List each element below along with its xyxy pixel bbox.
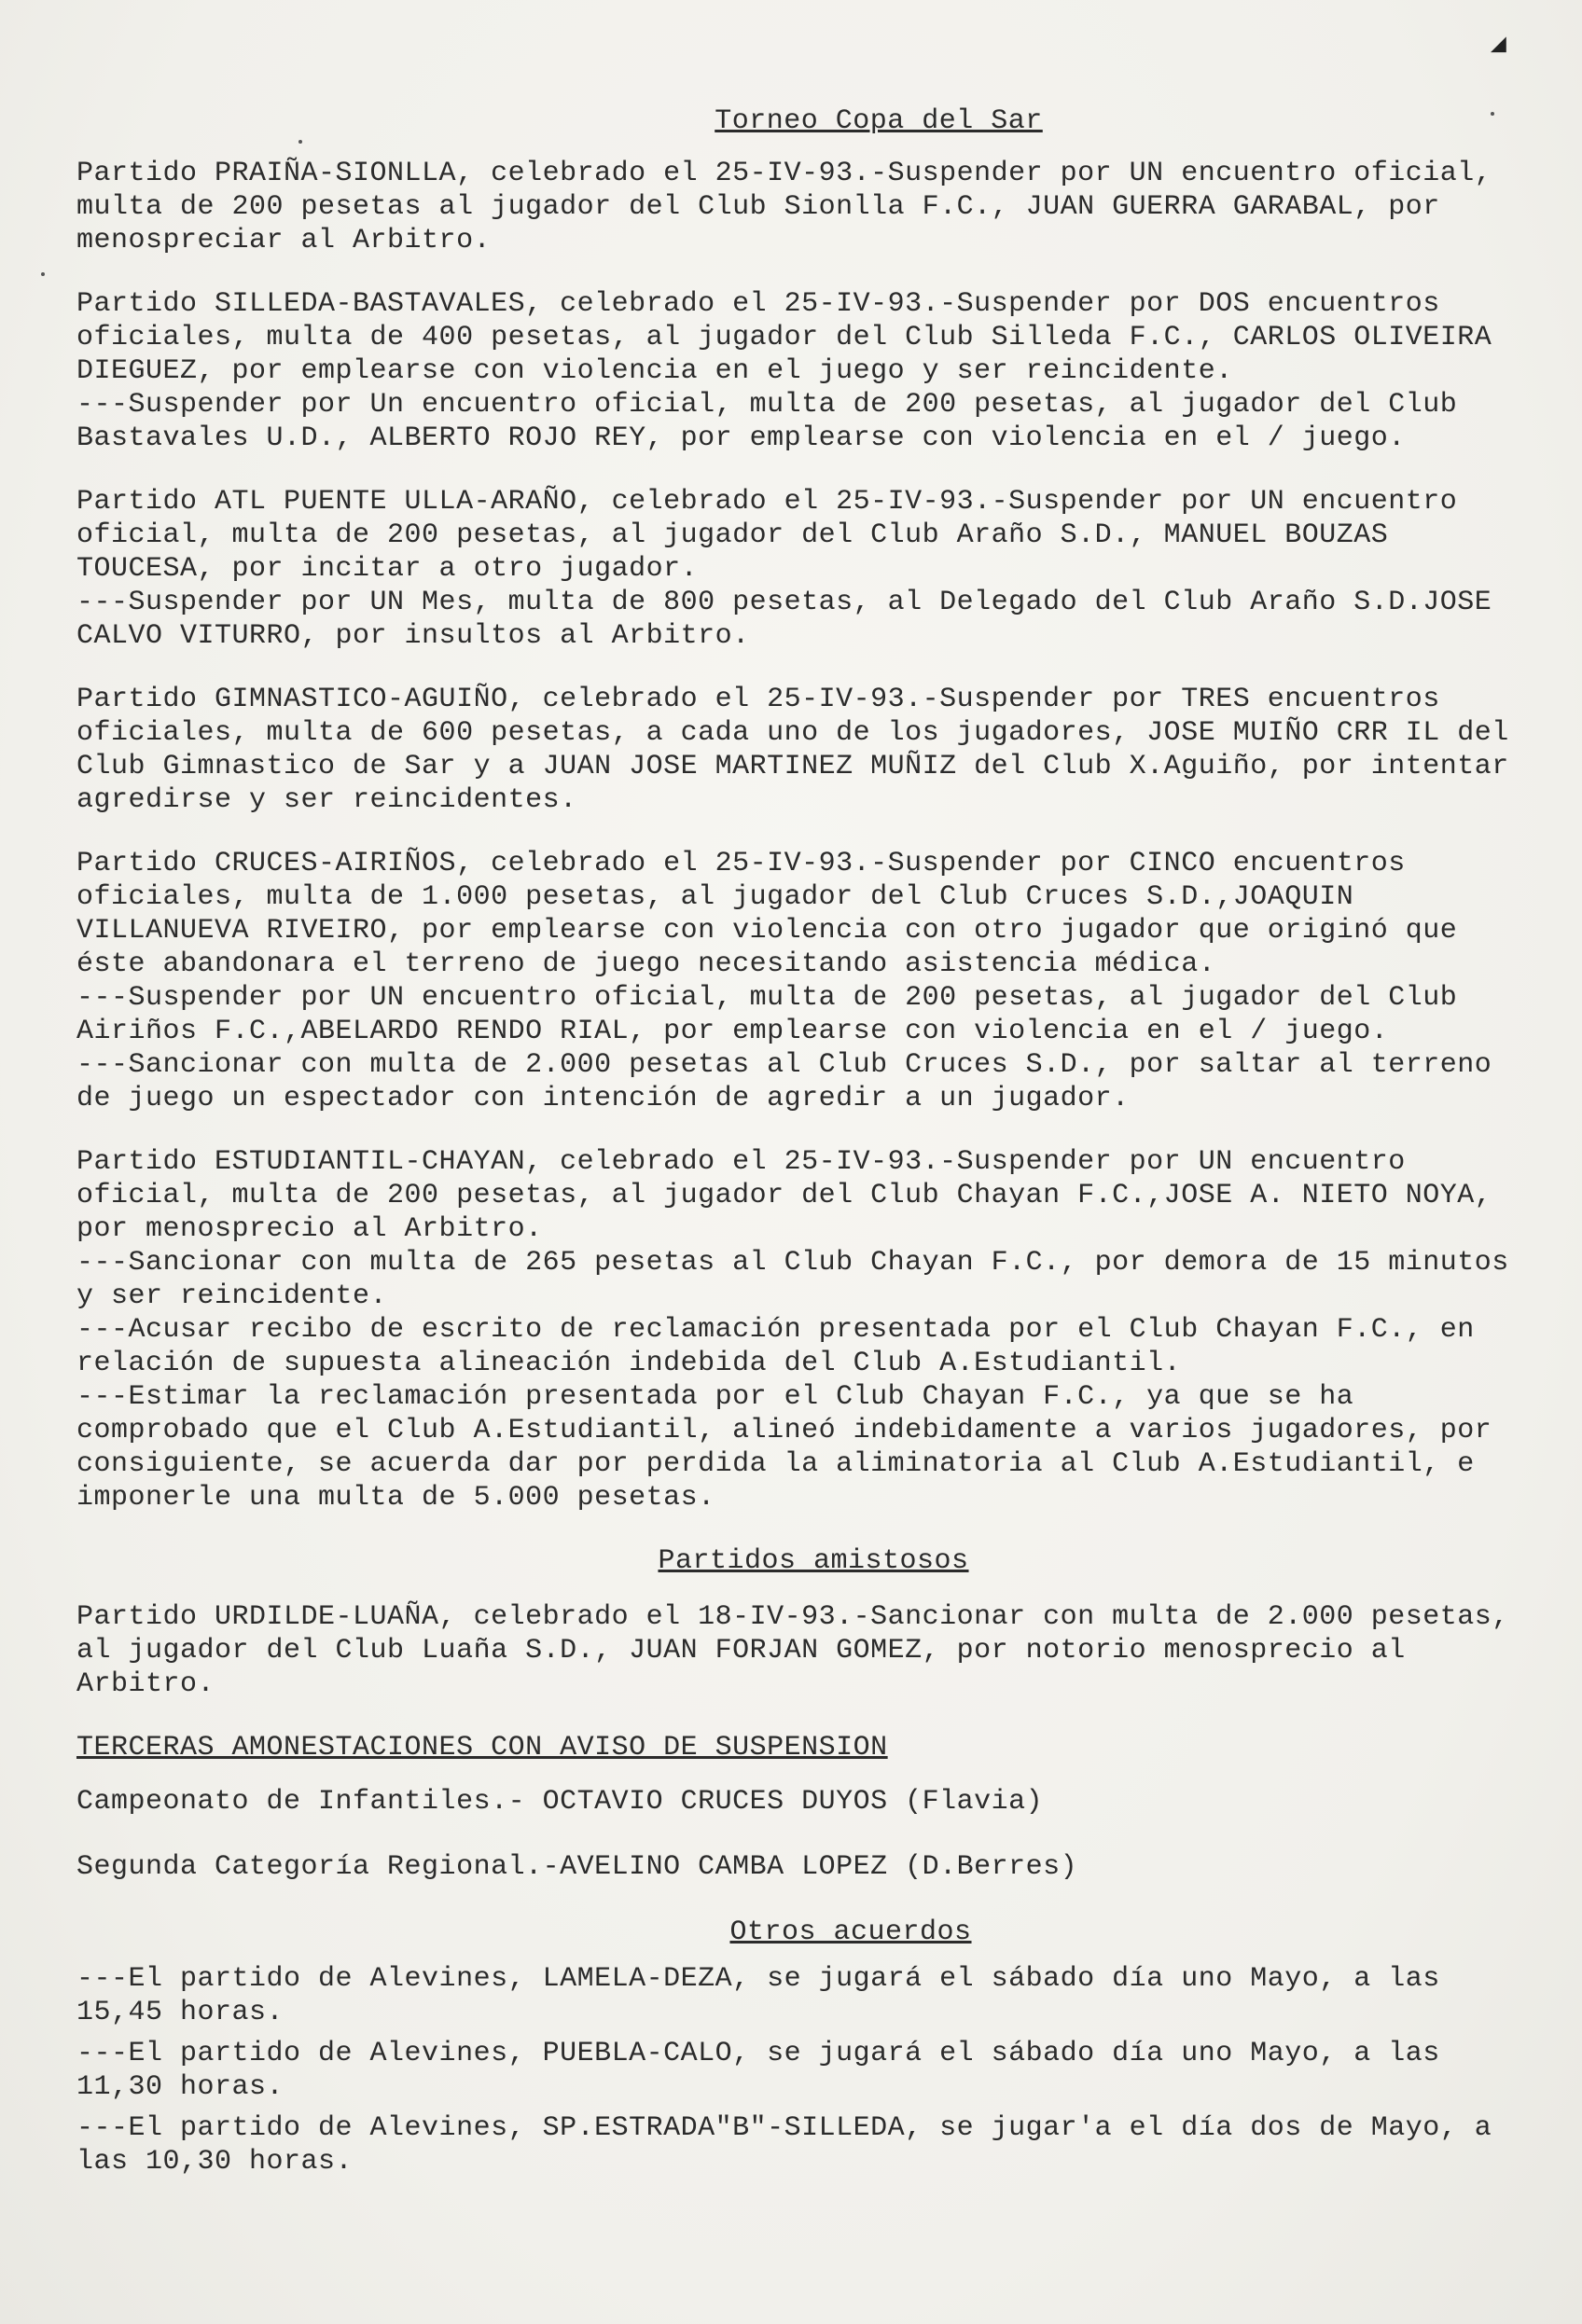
other-note: ---El partido de Alevines, SP.ESTRADA"B"-SILLEDA, se jugar'a el día dos de Mayo, a las 10,30 horas. — [76, 2112, 1492, 2178]
other-note: ---El partido de Alevines, LAMELA-DEZA, se jugará el sábado día uno Mayo, a las 15,45 horas. — [76, 1963, 1440, 2028]
match-paragraph: ---Suspender por UN Mes, multa de 800 pesetas, al Delegado del Club Araño S.D.JOSE CALVO VITURRO, por insultos al Arbitro. — [76, 587, 1492, 652]
other-heading: Otros acuerdos — [729, 1916, 972, 1948]
friendly-heading: Partidos amistosos — [658, 1545, 969, 1577]
match-paragraph: Partido ESTUDIANTIL-CHAYAN, celebrado el 25-IV-93.-Suspender por UN encuentro oficial, multa de 200 pesetas, al jugador del Club Chayan F.C.,JOSE A. NIETO NOYA, por menosprecio al Arbitro. — [76, 1146, 1492, 1245]
match-block — [76, 683, 1513, 817]
match-paragraph: Partido GIMNASTICO-AGUIÑO, celebrado el 25-IV-93.-Suspender por TRES encuentros oficiales, multa de 600 pesetas, a cada uno de los jugadores, JOSE MUIÑO CRR IL del Club Gimnastico de Sar y a JUAN JOSE MARTINEZ MUÑIZ del Club X.Aguiño, por intentar agredirse y ser reincidentes. — [76, 684, 1509, 816]
corner-mark: ◢ — [1491, 31, 1506, 60]
warning-line: Segunda Categoría Regional.-AVELINO CAMBA LOPEZ (D.Berres) — [76, 1851, 1078, 1883]
document-body — [76, 104, 1513, 2186]
match-block — [76, 485, 1513, 653]
match-paragraph: ---Suspender por Un encuentro oficial, multa de 200 pesetas, al jugador del Club Bastavales U.D., ALBERTO ROJO REY, por emplearse con violencia en el / juego. — [76, 389, 1458, 454]
paper-speck — [41, 272, 45, 276]
match-paragraph: Partido SILLEDA-BASTAVALES, celebrado el 25-IV-93.-Suspender por DOS encuentros oficiales, multa de 400 pesetas, al jugador del Club Silleda F.C., CARLOS OLIVEIRA DIEGUEZ, por emplearse con violencia en el juego y ser reincidente. — [76, 288, 1492, 387]
match-paragraph: Partido PRAIÑA-SIONLLA, celebrado el 25-IV-93.-Suspender por UN encuentro oficial, multa de 200 pesetas al jugador del Club Sionlla F.C., JUAN GUERRA GARABAL, por menospreciar al Arbitro. — [76, 158, 1492, 256]
other-notes — [76, 1962, 1513, 2179]
friendly-paragraph: Partido URDILDE-LUAÑA, celebrado el 18-IV-93.-Sancionar con multa de 2.000 pesetas, al jugador del Club Luaña S.D., JUAN FORJAN GOMEZ, por notorio menosprecio al Arbitro. — [76, 1601, 1509, 1700]
match-paragraph: ---Acusar recibo de escrito de reclamación presentada por el Club Chayan F.C., en relación de supuesta alineación indebida del Club A.Estudiantil. — [76, 1314, 1475, 1379]
match-block — [76, 1145, 1513, 1515]
document-title: Torneo Copa del Sar — [715, 105, 1043, 137]
match-paragraph: Partido ATL PUENTE ULLA-ARAÑO, celebrado el 25-IV-93.-Suspender por UN encuentro oficial, multa de 200 pesetas, al jugador del Club Araño S.D., MANUEL BOUZAS TOUCESA, por incitar a otro jugador. — [76, 486, 1458, 585]
match-paragraph: Partido CRUCES-AIRIÑOS, celebrado el 25-IV-93.-Suspender por CINCO encuentros oficiales, multa de 1.000 pesetas, al jugador del Club Cruces S.D.,JOAQUIN VILLANUEVA RIVEIRO, por emplearse con violencia con otro jugador que originó que éste abandonara el terreno de juego necesitando asistencia médica. — [76, 848, 1458, 980]
match-paragraph: ---Sancionar con multa de 2.000 pesetas al Club Cruces S.D., por saltar al terreno de juego un espectador con intención de agredir a un jugador. — [76, 1049, 1492, 1114]
match-block — [76, 157, 1513, 257]
friendly-block — [76, 1600, 1513, 1701]
match-block — [76, 847, 1513, 1115]
warnings-heading: TERCERAS AMONESTACIONES CON AVISO DE SUSPENSION — [76, 1732, 888, 1764]
match-paragraph: ---Suspender por UN encuentro oficial, multa de 200 pesetas, al jugador del Club Airiños F.C.,ABELARDO RENDO RIAL, por emplearse con violencia en el / juego. — [76, 982, 1458, 1047]
other-note: ---El partido de Alevines, PUEBLA-CALO, se jugará el sábado día uno Mayo, a las 11,30 horas. — [76, 2038, 1440, 2103]
match-paragraph: ---Estimar la reclamación presentada por el Club Chayan F.C., ya que se ha comprobado que el Club A.Estudiantil, alineó indebidamente a varios jugadores, por consiguiente, se acuerda dar por perdida la aliminatoria al Club A.Estudiantil, e imponerle una multa de 5.000 pesetas. — [76, 1381, 1492, 1514]
warning-line: Campeonato de Infantiles.- OCTAVIO CRUCES DUYOS (Flavia) — [76, 1786, 1044, 1818]
match-block — [76, 287, 1513, 455]
match-paragraph: ---Sancionar con multa de 265 pesetas al Club Chayan F.C., por demora de 15 minutos y ser reincidente. — [76, 1247, 1509, 1312]
